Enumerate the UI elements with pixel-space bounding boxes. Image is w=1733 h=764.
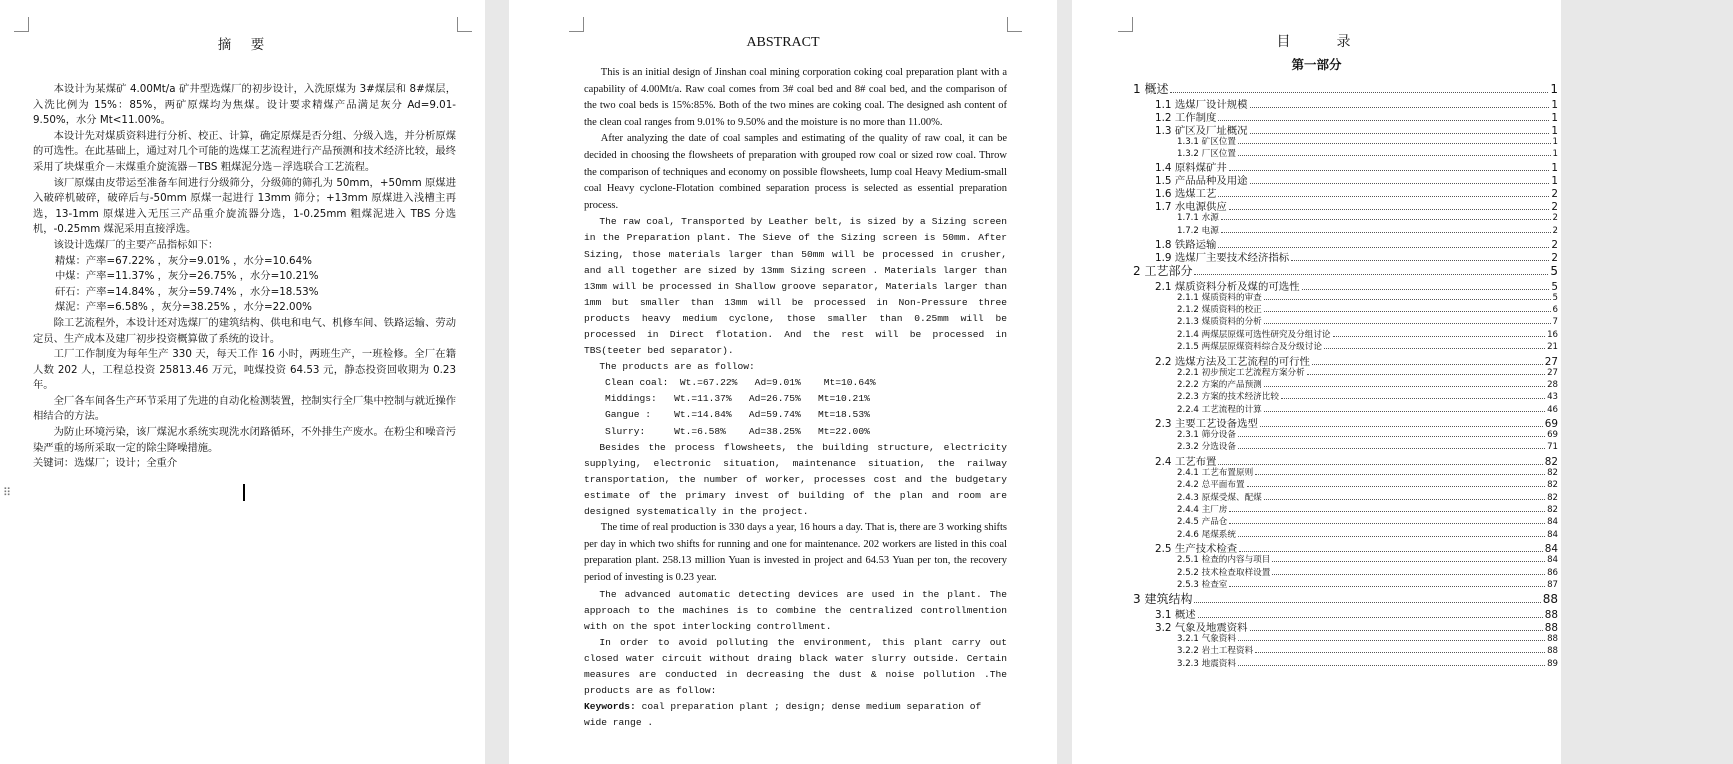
toc-entry-page: 6 xyxy=(1552,304,1558,315)
toc-entry-page: 2 xyxy=(1552,213,1558,224)
toc-entry-page: 27 xyxy=(1544,355,1558,368)
toc-entry-label: 2.4.6 尾煤系统 xyxy=(1177,529,1236,540)
toc-entry[interactable] xyxy=(1133,278,1558,291)
toc-leader xyxy=(1264,411,1545,412)
product-line: Clean coal: Wt.=67.22% Ad=9.01% Mt=10.64% xyxy=(605,377,876,389)
toc-entry-page: 71 xyxy=(1547,442,1558,453)
paragraph: In order to avoid polluting the environment, this plant carry out closed water circuit without draing black water slurry outside. Certain measures are conducted in decreasing the dust & noise pollution .The products are as follow: xyxy=(584,636,1007,697)
product-line: 煤泥：产率=6.58% ，灰分=38.25% ，水分=22.00% xyxy=(55,301,312,314)
product-line: 矸石：产率=14.84% ，灰分=59.74% ，水分=18.53% xyxy=(55,285,319,298)
toc-entry[interactable] xyxy=(1133,249,1558,265)
page-title: ABSTRACT xyxy=(746,35,820,50)
toc-entry-label: 3 建筑结构 xyxy=(1133,592,1193,607)
toc-entry-label: 1.8 铁路运输 xyxy=(1155,239,1217,252)
paragraph: 本设计先对煤质资料进行分析、校正、计算，确定原煤是否分组、分级入选，并分析原煤的可选性。在此基础上，通过对几个可能的选煤工艺流程进行产品预测和技术经济比较，最终采用了块煤重介－末煤重介旋流器－TBS 粗煤泥分选－浮选联合工艺流程。 xyxy=(33,129,456,173)
page-title: 目 录 xyxy=(1276,34,1357,50)
toc-entry-label: 2.4.3 原煤受煤、配煤 xyxy=(1177,492,1262,503)
toc-entry-page: 1 xyxy=(1551,124,1558,137)
product-line: 中煤：产率=11.37% ，灰分=26.75% ，水分=10.21% xyxy=(55,270,319,283)
toc-leader xyxy=(1264,386,1545,387)
toc-entry-page: 16 xyxy=(1547,329,1558,340)
toc-entry-page: 5 xyxy=(1551,280,1558,293)
toc-leader xyxy=(1264,299,1551,300)
toc-leader xyxy=(1218,464,1542,465)
toc-leader xyxy=(1218,120,1549,121)
toc-leader xyxy=(1324,348,1545,349)
products-intro: The products are as follow: xyxy=(599,361,755,373)
toc-entry-label: 1.6 选煤工艺 xyxy=(1155,188,1217,201)
toc-leader xyxy=(1260,426,1543,427)
toc-entry-page: 82 xyxy=(1547,505,1558,516)
paragraph: 全厂各车间各生产环节采用了先进的自动化检测装置，控制实行全厂集中控制与就近操作相结合的方法。 xyxy=(33,394,456,423)
toc-entry-label: 2.2.2 方案的产品预测 xyxy=(1177,379,1262,390)
toc-leader xyxy=(1229,209,1550,210)
paragraph: 该设计选煤厂的主要产品指标如下： xyxy=(53,238,219,251)
toc-leader xyxy=(1218,196,1549,197)
keywords xyxy=(584,699,1007,731)
toc-leader xyxy=(1239,551,1543,552)
toc-leader xyxy=(1264,499,1545,500)
toc-entry[interactable] xyxy=(1133,122,1558,135)
toc-entry[interactable] xyxy=(1133,590,1558,606)
paragraph: 为防止环境污染，该厂煤泥水系统实现洗水闭路循环，不外排生产废水。在粉尘和噪音污染严重的场所采取一定的除尘降噪措施。 xyxy=(33,426,456,454)
toc-leader xyxy=(1198,617,1543,618)
toc-entry-page: 84 xyxy=(1547,555,1558,566)
toc-leader xyxy=(1238,448,1545,449)
toc-entry-page: 1 xyxy=(1550,82,1558,96)
toc-list xyxy=(1133,80,1558,669)
toc-entry-page: 88 xyxy=(1542,592,1558,607)
page-corner-mark xyxy=(569,17,584,32)
paragraph: This is an initial design of Jinshan coal mining corporation coking coal preparation plant with a capability of 4.00Mt/a. Raw coal comes from 3# coal bed and 8# coal bed, and the comparison of the two coal beds is 15%:85%. Both of the two mines are coking coal. The designed ash content of the clean coal ranges from 9.01% to 9.50% and the moisture is no more than 11.00%. xyxy=(584,67,1007,128)
toc-entry-label: 2.5 生产技术检查 xyxy=(1155,543,1238,556)
toc-entry-page: 89 xyxy=(1547,658,1558,669)
page-corner-mark xyxy=(457,17,472,32)
toc-entry-page: 88 xyxy=(1547,646,1558,657)
toc-entry[interactable] xyxy=(1133,503,1558,515)
toc-leader xyxy=(1307,374,1545,375)
toc-entry[interactable] xyxy=(1133,198,1558,214)
toc-leader xyxy=(1170,92,1548,93)
toc-entry[interactable] xyxy=(1133,415,1558,431)
toc-entry-page: 69 xyxy=(1547,430,1558,441)
toc-leader xyxy=(1218,247,1549,248)
keywords-label: Keywords: xyxy=(584,701,636,713)
toc-leader xyxy=(1229,511,1545,512)
toc-entry[interactable] xyxy=(1133,366,1558,378)
paragraph: After analyzing the date of coal samples and estimating of the quality of raw coal, it can be decided in choosing the flowsheets of preparation with grouped row coal or sized row coal. Throw the comparison of techniques and economy on possible flowsheets, lump coal Heavy Medium-small coal Heavy cyclone-Flotation combined separation process is selected as essential preparation process. xyxy=(584,133,1007,211)
toc-entry[interactable] xyxy=(1133,172,1558,188)
toc-entry-page: 2 xyxy=(1551,252,1558,265)
toc-leader xyxy=(1281,398,1545,399)
text-cursor xyxy=(243,484,245,501)
page-corner-mark xyxy=(1007,17,1022,32)
paragraph: 除工艺流程外，本设计还对选煤厂的建筑结构、供电和电气、机修车间、铁路运输、劳动定员、生产成本及建厂初步投资概算做了系统的设计。 xyxy=(33,316,456,345)
page-corner-mark xyxy=(1118,17,1133,32)
toc-leader xyxy=(1221,219,1551,220)
toc-entry-label: 3.2.2 岩土工程资料 xyxy=(1177,646,1254,657)
paragraph: The advanced automatic detecting devices are used in the plant. The approach to the machines is to combine the centralized controllmention with on the spot interlocking controllment. xyxy=(584,588,1007,632)
toc-entry-page: 84 xyxy=(1547,517,1558,528)
toc-leader xyxy=(1238,665,1545,666)
toc-leader xyxy=(1238,155,1551,156)
toc-leader xyxy=(1250,630,1543,631)
toc-leader xyxy=(1238,640,1545,641)
toc-entry[interactable] xyxy=(1133,185,1558,201)
toc-entry-page: 69 xyxy=(1544,418,1558,431)
toc-entry[interactable] xyxy=(1133,378,1558,390)
toc-leader xyxy=(1247,486,1545,487)
toc-entry-page: 1 xyxy=(1551,111,1558,124)
page-title: 摘 要 xyxy=(217,37,268,53)
toc-entry[interactable] xyxy=(1133,453,1558,466)
toc-entry[interactable] xyxy=(1133,262,1558,278)
product-line: Slurry: Wt.=6.58% Ad=38.25% Mt=22.00% xyxy=(605,425,870,437)
toc-entry[interactable] xyxy=(1133,440,1558,452)
toc-entry[interactable] xyxy=(1133,478,1558,490)
toc-entry-page: 88 xyxy=(1547,633,1558,644)
toc-entry-label: 2.1.1 煤质资料的审查 xyxy=(1177,292,1262,303)
abstract-body[interactable] xyxy=(584,65,1007,731)
toc-entry-page: 21 xyxy=(1547,342,1558,353)
toc-leader xyxy=(1291,260,1549,261)
toc-leader xyxy=(1255,474,1545,475)
toc-entry-label: 3.2.3 地震资料 xyxy=(1177,658,1236,669)
toc-entry-label: 2.4.5 产品仓 xyxy=(1177,517,1228,528)
toc-leader xyxy=(1238,143,1551,144)
toc-entry[interactable] xyxy=(1133,340,1558,352)
toc-entry[interactable] xyxy=(1133,606,1558,619)
toc-entry-label: 2.2 选煤方法及工艺流程的可行性 xyxy=(1155,355,1310,368)
toc-leader xyxy=(1264,323,1551,324)
toc-entry-label: 3.2.1 气象资料 xyxy=(1177,633,1236,644)
toc-entry-label: 2.4.4 主厂房 xyxy=(1177,505,1228,516)
toc-entry[interactable] xyxy=(1133,403,1558,415)
toc-entry-label: 2.3.2 分选设备 xyxy=(1177,442,1236,453)
toc-leader xyxy=(1250,183,1550,184)
toc-entry[interactable] xyxy=(1133,135,1558,147)
toc-leader xyxy=(1272,574,1545,575)
paragraph: The time of real production is 330 days a year, 16 hours a day. That is, there are 3 working shifts per day in which two shifts for running and one for maintenance. 202 workers are listed in this coal preparation plant. 258.13 million Yuan is invested in project and 64.53 Yuan per ton, the recovery period of investing is 0.23 year. xyxy=(584,522,1007,583)
toc-entry-page: 2 xyxy=(1551,188,1558,201)
keywords: 关键词：选煤厂；设计；全重介 xyxy=(33,457,178,470)
toc-entry-label: 2.3.1 筛分设备 xyxy=(1177,430,1236,441)
toc-entry-label: 1.1 选煤厂设计规模 xyxy=(1155,98,1248,111)
toc-entry-label: 2 工艺部分 xyxy=(1133,264,1193,279)
paragraph: Besides the process flowsheets, the building structure, electricity supplying, electronic situation, maintenance situation, the railway transportation, the number of worker, processes cost and the budgetary estimate of the primary invest of building of the plan and room are designed systematically in the project. xyxy=(584,441,1007,518)
product-line: Gangue : Wt.=14.84% Ad=59.74% Mt=18.53% xyxy=(605,409,870,421)
paragraph: 该厂原煤由皮带运至准备车间进行分级筛分，分级筛的筛孔为 50mm，+50mm 原煤进入破碎机破碎，破碎后与-50mm 原煤一起进行 13mm 筛分；+13mm 原煤进入浅槽主再选，13-1mm 原煤进入无压三产品重介旋流器分选，1-0.25mm 粗煤泥进入 TBS 分选机，-0.25mm 煤泥采用直接浮选。 xyxy=(33,176,456,236)
toc-leader xyxy=(1229,170,1550,171)
toc-entry-page: 1 xyxy=(1551,175,1558,188)
toc-entry-label: 2.5.3 检查室 xyxy=(1177,579,1228,590)
toc-entry-page: 1 xyxy=(1552,136,1558,147)
toc-entry-label: 2.2.3 方案的技术经济比较 xyxy=(1177,392,1279,403)
toc-entry-page: 27 xyxy=(1547,367,1558,378)
toc-leader xyxy=(1333,336,1546,337)
toc-entry-page: 1 xyxy=(1552,148,1558,159)
toc-leader xyxy=(1250,133,1550,134)
toc-entry-page: 82 xyxy=(1544,455,1558,468)
page-corner-mark xyxy=(14,17,29,32)
toc-entry-page: 1 xyxy=(1551,162,1558,175)
toc-entry-page: 82 xyxy=(1547,467,1558,478)
page-english-abstract xyxy=(509,0,1057,764)
toc-entry[interactable] xyxy=(1133,644,1558,656)
abstract-body[interactable] xyxy=(33,82,456,472)
toc-leader xyxy=(1229,586,1545,587)
toc-entry-label: 2.1.3 煤质资料的分析 xyxy=(1177,317,1262,328)
toc-entry-label: 1 概述 xyxy=(1133,82,1169,96)
toc-entry[interactable] xyxy=(1133,291,1558,303)
toc-entry-page: 5 xyxy=(1550,264,1558,279)
toc-leader xyxy=(1238,536,1545,537)
toc-entry-label: 2.1.2 煤质资料的校正 xyxy=(1177,304,1262,315)
toc-entry[interactable] xyxy=(1133,80,1558,96)
product-line: Middings: Wt.=11.37% Ad=26.75% Mt=10.21% xyxy=(605,393,870,405)
toc-entry[interactable] xyxy=(1133,528,1558,540)
toc-entry[interactable] xyxy=(1133,553,1558,565)
toc-leader xyxy=(1255,652,1545,653)
toc-entry-label: 1.7.1 水源 xyxy=(1177,213,1219,224)
toc-leader xyxy=(1264,311,1551,312)
toc-entry-page: 2 xyxy=(1551,239,1558,252)
toc-entry-label: 2.3 主要工艺设备选型 xyxy=(1155,418,1258,431)
toc-entry[interactable] xyxy=(1133,390,1558,402)
toc-entry-label: 2.4.2 总平面布置 xyxy=(1177,480,1245,491)
product-line: 精煤：产率=67.22% ，灰分=9.01% ，水分=10.64% xyxy=(55,254,312,267)
toc-entry-page: 1 xyxy=(1551,98,1558,111)
toc-entry[interactable] xyxy=(1133,353,1558,366)
toc-entry[interactable] xyxy=(1133,303,1558,315)
toc-entry[interactable] xyxy=(1133,236,1558,252)
toc-entry-label: 1.3.2 厂区位置 xyxy=(1177,148,1236,159)
toc-entry-page: 82 xyxy=(1547,492,1558,503)
toc-entry-label: 2.1.5 两煤层原煤资料综合及分级讨论 xyxy=(1177,342,1322,353)
toc-entry[interactable] xyxy=(1133,159,1558,175)
toc-subtitle: 第一部分 xyxy=(1291,57,1342,72)
toc-leader xyxy=(1272,561,1545,562)
toc-entry-page: 7 xyxy=(1552,317,1558,328)
toc-entry-label: 2.1.4 两煤层原煤可选性研究及分组讨论 xyxy=(1177,329,1331,340)
toc-entry-label: 2.2.1 初步预定工艺流程方案分析 xyxy=(1177,367,1305,378)
toc-entry-page: 5 xyxy=(1552,292,1558,303)
toc-entry-page: 87 xyxy=(1547,579,1558,590)
paragraph: 本设计为某煤矿 4.00Mt/a 矿井型选煤厂的初步设计，入洗原煤为 3#煤层和 8#煤层，入洗比例为 15%：85%，两矿原煤均为焦煤。设计要求精煤产品满足灰分 Ad=9.01-9.50%，水分 Mt<11.00%。 xyxy=(33,83,456,127)
toc-entry[interactable] xyxy=(1133,96,1558,109)
toc-entry[interactable] xyxy=(1133,109,1558,122)
toc-entry-page: 28 xyxy=(1547,379,1558,390)
paragraph: 工厂工作制度为每年生产 330 天，每天工作 16 小时，两班生产，一班检修。全厂在籍人数 202 人，工程总投资 25813.46 万元，吨煤投资 64.53 元，静态投资回收期为 0.23 年。 xyxy=(33,348,456,392)
keywords-text: coal preparation plant ; design; dense medium separation of wide range . xyxy=(584,701,982,729)
toc-leader xyxy=(1312,364,1543,365)
toc-entry[interactable] xyxy=(1133,515,1558,527)
toc-entry-label: 2.2.4 工艺流程的计算 xyxy=(1177,404,1262,415)
toc-entry-page: 84 xyxy=(1544,543,1558,556)
page-chinese-abstract xyxy=(0,0,485,764)
toc-entry[interactable] xyxy=(1133,578,1558,590)
drag-handle-icon[interactable]: ⠿ xyxy=(3,486,12,499)
toc-entry-page: 84 xyxy=(1547,529,1558,540)
toc-entry-label: 1.7.2 电源 xyxy=(1177,225,1219,236)
toc-entry[interactable] xyxy=(1133,657,1558,669)
toc-entry-label: 2.1 煤质资料分析及煤的可选性 xyxy=(1155,280,1300,293)
toc-leader xyxy=(1221,232,1551,233)
toc-leader xyxy=(1238,436,1545,437)
toc-entry-page: 2 xyxy=(1551,201,1558,214)
toc-entry-page: 82 xyxy=(1547,480,1558,491)
toc-entry-label: 3.1 概述 xyxy=(1155,608,1196,621)
toc-entry-page: 46 xyxy=(1547,404,1558,415)
toc-entry[interactable] xyxy=(1133,328,1558,340)
toc-entry-page: 86 xyxy=(1547,567,1558,578)
toc-entry[interactable] xyxy=(1133,211,1558,223)
toc-entry[interactable] xyxy=(1133,540,1558,556)
toc-entry[interactable] xyxy=(1133,566,1558,578)
toc-entry[interactable] xyxy=(1133,632,1558,644)
toc-entry-label: 2.4.1 工艺布置原则 xyxy=(1177,467,1254,478)
toc-entry-label: 1.7 水电源供应 xyxy=(1155,201,1227,214)
toc-entry-page: 43 xyxy=(1547,392,1558,403)
toc-entry-label: 2.4 工艺布置 xyxy=(1155,455,1217,468)
toc-entry-label: 1.3 矿区及厂址概况 xyxy=(1155,124,1248,137)
toc-entry[interactable] xyxy=(1133,428,1558,440)
toc-entry-label: 1.5 产品品种及用途 xyxy=(1155,175,1248,188)
toc-entry-page: 88 xyxy=(1544,621,1558,634)
toc-entry[interactable] xyxy=(1133,619,1558,632)
paragraph: The raw coal, Transported by Leather belt, is sized by a Sizing screen in the Preparation plant. The Sieve of the Sizing screen is 50mm. After Sizing, those materials larger than 50mm will be processed in crusher, and all together are sized by 13mm Sizing screen . Materials larger than 13mm will be processed in Shallow groove separator, Materials larger than 1mm but smaller than 13mm will be processed in Non-Pressure three products heavy medium cyclone, those smaller than 0.25mm will be processed in Direct flotation. And the rest will be processed in TBS(teeter bed separator). xyxy=(584,216,1007,357)
toc-entry[interactable] xyxy=(1133,147,1558,159)
toc-entry-page: 2 xyxy=(1552,225,1558,236)
toc-entry[interactable] xyxy=(1133,491,1558,503)
toc-leader xyxy=(1194,602,1540,603)
toc-entry-label: 1.2 工作制度 xyxy=(1155,111,1217,124)
toc-leader xyxy=(1194,274,1548,275)
toc-entry[interactable] xyxy=(1133,466,1558,478)
toc-entry-label: 2.5.2 技术检查取样设置 xyxy=(1177,567,1271,578)
toc-entry[interactable] xyxy=(1133,315,1558,327)
toc-leader xyxy=(1302,289,1550,290)
toc-leader xyxy=(1229,523,1545,524)
toc-entry[interactable] xyxy=(1133,224,1558,236)
toc-entry-page: 88 xyxy=(1544,608,1558,621)
toc-entry-label: 3.2 气象及地震资料 xyxy=(1155,621,1248,634)
toc-entry-label: 1.3.1 矿区位置 xyxy=(1177,136,1236,147)
toc-entry-label: 2.5.1 检查的内容与项目 xyxy=(1177,555,1271,566)
toc-leader xyxy=(1250,107,1550,108)
toc-entry-label: 1.9 选煤厂主要技术经济指标 xyxy=(1155,252,1290,265)
toc-entry-label: 1.4 原料煤矿井 xyxy=(1155,162,1227,175)
